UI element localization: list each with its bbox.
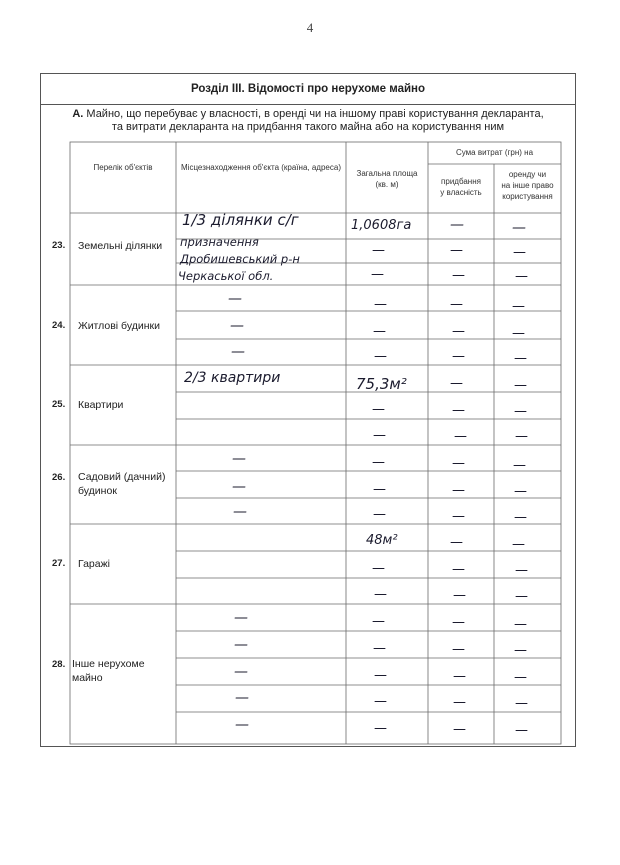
row-number-26: 26. [52,472,66,483]
handwritten-dash: — [453,722,466,737]
handwritten-dash: — [374,349,387,364]
handwritten-land-location-line-4: Черкаської обл. [178,269,274,283]
handwritten-dash: — [452,268,465,283]
handwritten-dash: — [512,220,526,236]
row-label-garages: Гаражі [78,558,110,570]
handwritten-dash: — [234,610,248,626]
handwritten-dash: — [374,721,387,736]
row-label-other-property-line-2: майно [72,672,103,684]
row-number-28: 28. [52,659,66,670]
header-rent [494,169,561,202]
handwritten-dash: — [372,561,385,576]
handwritten-dash: — [514,404,527,419]
handwritten-apartment-area: 75,3м² [356,375,407,393]
handwritten-land-location-line-2: призначення [180,235,259,249]
subsection-letter: А. [72,108,84,120]
header-objects: Перелік об'єктів [93,163,153,172]
handwritten-dash: — [450,217,464,233]
row-label-garden-house [78,470,165,498]
handwritten-dash: — [450,297,463,312]
handwritten-dash: — [374,297,387,312]
handwritten-dash: — [513,245,526,260]
handwritten-dash: — [452,642,465,657]
handwritten-dash: — [515,696,528,711]
handwritten-dash: — [452,324,465,339]
handwritten-dash: — [512,326,525,341]
handwritten-dash: — [453,588,466,603]
handwritten-dash: — [234,637,248,653]
handwritten-apartment-location: 2/3 квартири [184,370,281,386]
handwritten-dash: — [514,643,527,658]
handwritten-dash: — [452,456,465,471]
header-rent-line-2: на інше право [501,181,554,190]
handwritten-dash: — [453,669,466,684]
handwritten-dash: — [452,562,465,577]
handwritten-dash: — [452,349,465,364]
subsection-line-2: та витрати декларанта на придбання такого майна або на користування ним [111,121,505,133]
handwritten-dash: — [373,428,386,443]
handwritten-dash: — [514,670,527,685]
handwritten-dash: — [371,267,384,282]
row-number-23: 23. [52,240,66,251]
handwritten-dash: — [234,664,248,680]
handwritten-dash: — [452,483,465,498]
handwritten-dash: — [230,318,244,334]
handwritten-dash: — [372,614,385,629]
header-expenses: Сума витрат (грн) на [455,148,534,157]
handwritten-dash: — [233,504,247,520]
handwritten-dash: — [454,429,467,444]
row-number-25: 25. [52,399,66,410]
handwritten-dash: — [514,484,527,499]
header-rent-line-3: користування [502,192,553,201]
handwritten-dash: — [228,291,242,307]
header-area-line-1: Загальна площа [356,169,418,178]
handwritten-dash: — [450,535,463,550]
row-label-apartments: Квартири [78,399,124,411]
handwritten-dash: — [373,641,386,656]
handwritten-dash: — [374,694,387,709]
section-title: Розділ III. Відомості про нерухоме майно [41,74,575,105]
handwritten-dash: — [452,403,465,418]
handwritten-dash: — [514,510,527,525]
handwritten-dash: — [512,299,525,314]
handwritten-dash: — [373,507,386,522]
handwritten-dash: — [374,587,387,602]
handwritten-dash: — [373,482,386,497]
handwritten-dash: — [515,723,528,738]
handwritten-dash: — [515,563,528,578]
handwritten-dash: — [235,717,249,733]
handwritten-dash: — [232,451,246,467]
header-rent-line-1: оренду чи [508,170,547,179]
handwritten-dash: — [452,509,465,524]
handwritten-land-location-line-3: Дробишевський р-н [180,252,300,266]
header-acquisition [428,176,494,198]
row-label-other-property [72,657,145,685]
header-acquisition-line-2: у власність [440,188,482,197]
header-location: Місцезнаходження об'єкта (країна, адреса) [181,163,341,172]
row-label-land: Земельні ділянки [78,240,163,252]
header-area [346,168,428,190]
row-label-houses: Житлові будинки [78,320,160,332]
subsection-text-1: Майно, що перебуває у власності, в оренді чи на іншому праві користування декларанта, [86,108,544,120]
handwritten-dash: — [452,615,465,630]
row-number-24: 24. [52,320,66,331]
handwritten-dash: — [514,378,527,393]
handwritten-dash: — [515,589,528,604]
handwritten-dash: — [450,243,463,258]
handwritten-dash: — [515,429,528,444]
handwritten-dash: — [453,695,466,710]
handwritten-dash: — [512,537,525,552]
row-number-27: 27. [52,558,66,569]
header-acquisition-line-1: придбання [441,177,481,186]
handwritten-dash: — [373,324,386,339]
handwritten-dash: — [514,351,527,366]
header-area-line-2: (кв. м) [375,180,399,189]
handwritten-dash: — [232,479,246,495]
handwritten-dash: — [513,458,526,473]
row-label-garden-house-line-1: Садовий (дачний) [78,471,166,483]
row-label-other-property-line-1: Інше нерухоме [72,658,145,670]
handwritten-dash: — [231,344,245,360]
handwritten-dash: — [514,617,527,632]
handwritten-dash: — [374,668,387,683]
handwritten-dash: — [372,455,385,470]
handwritten-dash: — [450,376,463,391]
handwritten-land-location-line-1: 1/3 ділянки с/г [182,211,299,229]
handwritten-dash: — [372,402,385,417]
handwritten-dash: — [515,269,528,284]
row-label-garden-house-line-2: будинок [78,485,117,497]
handwritten-dash: — [235,690,249,706]
handwritten-dash: — [372,243,385,258]
handwritten-garage-area: 48м² [366,533,398,548]
handwritten-land-area: 1,0608га [351,218,412,233]
page-number: 4 [306,20,314,35]
